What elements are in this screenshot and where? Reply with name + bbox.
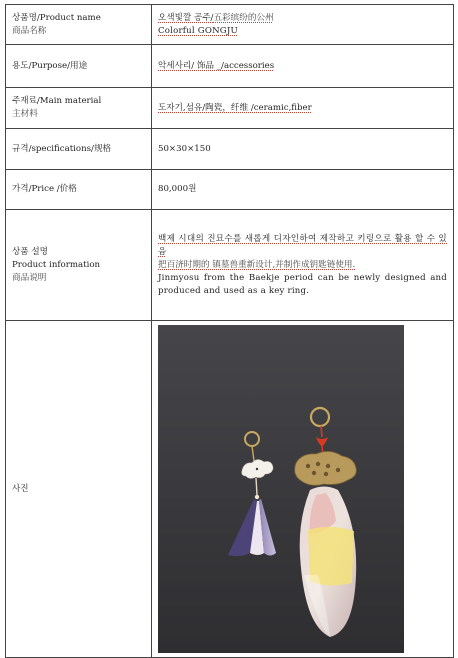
value-photo — [152, 321, 454, 658]
row-material — [6, 88, 454, 129]
value-material — [152, 88, 454, 129]
row-specifications — [6, 129, 454, 170]
product-spec-table — [5, 4, 454, 658]
label-product-information — [6, 210, 152, 321]
info-text-english: Jinmyosu from the Baekje period can be newly designed and produced and used as a key ring. — [158, 272, 447, 296]
label-info-english: Product information — [12, 259, 101, 270]
label-specifications: 규격/specifications/规格 — [6, 129, 152, 170]
row-product-name — [6, 5, 454, 45]
product-name-korean: 오색빛깔 공주/ — [158, 12, 214, 23]
value-specifications: 50×30×150 — [152, 129, 454, 170]
label-product-name-cjk: 商品名称 — [12, 25, 47, 36]
label-material-cjk: 主材料 — [12, 109, 38, 119]
row-price — [6, 170, 454, 210]
photo-illustration — [158, 325, 404, 653]
label-product-name — [6, 5, 152, 45]
product-name-english: Colorful GONGJU — [158, 25, 238, 36]
keyring-product-photo — [158, 325, 404, 653]
info-text-korean: 백제 시대의 진묘수를 새롭게 디자인하여 제작하고 키링으로 활용 할 수 있음 — [158, 233, 447, 257]
label-product-name-text: 상품명/Product name — [12, 12, 101, 23]
row-product-information — [6, 210, 454, 321]
value-product-name — [152, 5, 454, 45]
row-photo — [6, 321, 454, 658]
label-info-cjk: 商品说明 — [12, 272, 47, 283]
value-product-information — [152, 210, 454, 321]
photo-background — [158, 325, 404, 653]
label-price: 가격/Price /价格 — [6, 170, 152, 210]
purpose-text: 악세사리/ 饰品 _/accessories — [158, 60, 275, 71]
product-name-chinese: 五彩缤纷的公州 — [213, 12, 274, 23]
row-purpose — [6, 45, 454, 88]
label-material-text: 주재료/Main material — [12, 96, 102, 106]
value-purpose — [152, 45, 454, 88]
info-text-chinese: 把百济时期的 镇墓兽重新设计,并制作成钥匙链使用. — [158, 259, 356, 270]
label-material — [6, 88, 152, 129]
value-price: 80,000원 — [152, 170, 454, 210]
material-text: 도자기,섬유/陶瓷，纤维 /ceramic,fiber — [158, 102, 312, 113]
label-info-korean: 상품 설명 — [12, 246, 48, 257]
label-photo: 사진 — [6, 321, 152, 658]
label-purpose: 용도/Purpose/用途 — [6, 45, 152, 88]
